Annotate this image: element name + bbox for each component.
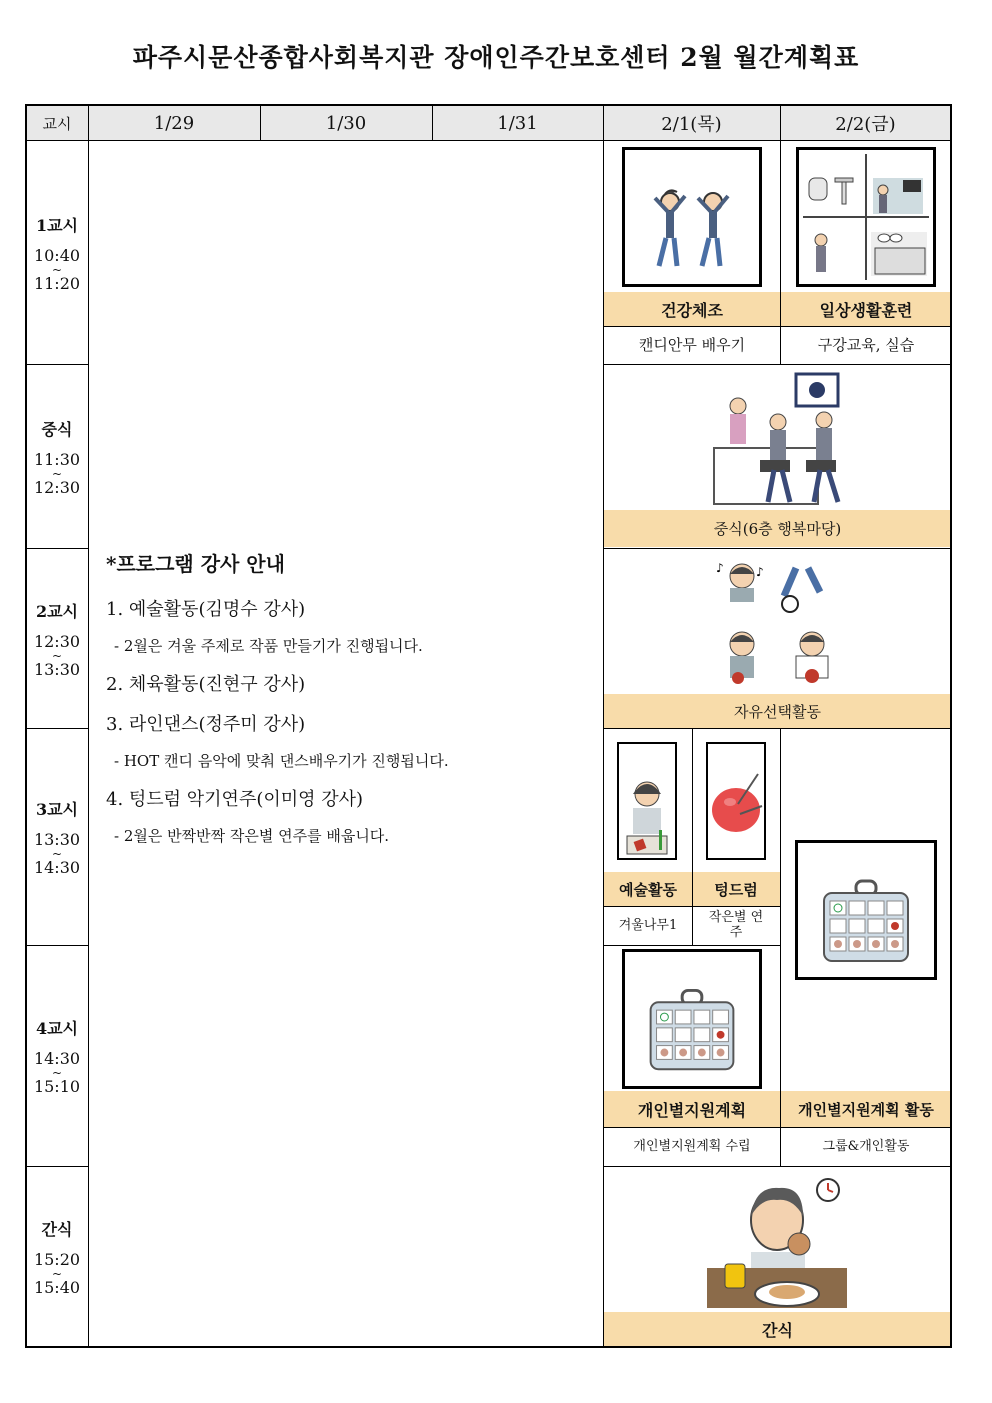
period-snack: 간식 15:20 ~ 15:40 (33, 1219, 81, 1297)
p1-band-line (603, 326, 951, 327)
lunch-title: 중식(6층 행복마당) (604, 510, 951, 547)
header-sep-4 (780, 104, 781, 141)
header-day-3: 1/31 (497, 112, 538, 134)
snack-title: 간식 (604, 1312, 951, 1346)
plan-title-fri: 개인별지원계획 활동 (781, 1091, 951, 1127)
row-line-2-left (26, 548, 88, 549)
activity-detail-p1-fri: 구강교육, 실습 (817, 335, 915, 354)
exercise-icon (622, 147, 762, 287)
free-choice-title: 자유선택활동 (604, 694, 951, 728)
row-line-3-right (603, 728, 951, 729)
header-day-2: 1/30 (325, 112, 367, 134)
snack-icon (705, 1172, 853, 1310)
art-icon (617, 742, 677, 860)
row-line-1-left (26, 364, 88, 365)
activity-detail-p1-thu: 캔디안무 배우기 (638, 335, 746, 354)
daily-living-icon (796, 147, 936, 287)
cafeteria-icon (710, 370, 860, 508)
header-day-4: 2/1(목) (661, 114, 722, 135)
row-line-5-right (603, 1166, 951, 1167)
art-title: 예술활동 (604, 872, 692, 906)
page-title: 파주시문산종합사회복지관 장애인주간보호센터 2월 월간계획표 (132, 43, 860, 72)
header-sep-2 (432, 104, 433, 141)
p3-inner-sep (692, 728, 693, 945)
plan-detail-thu: 개인별지원계획 수립 (633, 1138, 751, 1154)
row-line-1-right (603, 364, 951, 365)
header-day-1: 1/29 (153, 112, 195, 134)
plan-title-thu: 개인별지원계획 (604, 1091, 780, 1127)
period-column-line (88, 104, 89, 1347)
note-desc-4: - 2월은 반짝반짝 작은별 연주를 배웁니다. (114, 827, 390, 845)
drum-title: 텅드럼 (692, 872, 780, 906)
p1-col-sep (780, 141, 781, 364)
period-2: 2교시 12:30 ~ 13:30 (33, 601, 81, 679)
communication-board-icon-thu (622, 949, 762, 1089)
plan-detail-fri: 그룹&개인활동 (822, 1138, 910, 1154)
period-1: 1교시 10:40 ~ 11:20 (33, 216, 81, 293)
note-item-3: 3. 라인댄스(정주미 강사) (106, 714, 306, 735)
header-bottom-line (26, 140, 951, 141)
communication-board-icon (795, 840, 937, 980)
p3-band-line (603, 906, 780, 907)
tongue-drum-icon (706, 742, 766, 860)
note-desc-1: - 2월은 겨울 주제로 작품 만들기가 진행됩니다. (114, 637, 423, 655)
header-period: 교시 (42, 114, 72, 133)
border-left (25, 104, 27, 1348)
activity-title-p1-fri: 일상생활훈련 (781, 292, 951, 326)
row-line-4-left (26, 945, 88, 946)
row-line-2-right (603, 548, 951, 549)
header-day-5: 2/2(금) (835, 114, 896, 135)
border-right (950, 104, 952, 1348)
p4-band-line (603, 1127, 951, 1128)
note-item-1: 1. 예술활동(김명수 강사) (106, 599, 306, 620)
note-item-2: 2. 체육활동(진현구 강사) (106, 674, 306, 695)
svg-text:♪: ♪ (716, 561, 724, 575)
p34-col-sep (780, 728, 781, 1166)
note-desc-3: - HOT 캔디 음악에 맞춰 댄스배우기가 진행됩니다. (114, 752, 449, 770)
period-4: 4교시 14:30 ~ 15:10 (33, 1019, 81, 1096)
period-lunch: 중식 11:30 ~ 12:30 (33, 419, 81, 497)
note-item-4: 4. 텅드럼 악기연주(이미영 강사) (106, 789, 364, 810)
drum-detail: 작은별 연주 (708, 910, 764, 940)
svg-text:♪: ♪ (756, 565, 764, 579)
art-detail: 겨울나무1 (618, 917, 678, 933)
notes-right-line (603, 104, 604, 1347)
border-top (26, 104, 952, 106)
instructor-notes (106, 548, 596, 860)
row-line-4-right-thu (603, 945, 780, 946)
activity-title-p1-thu: 건강체조 (604, 292, 780, 326)
border-bottom (26, 1346, 952, 1348)
row-line-5-left (26, 1166, 88, 1167)
free-choice-icon (712, 560, 842, 690)
header-sep-1 (260, 104, 261, 141)
row-line-3-left (26, 728, 88, 729)
notes-title: *프로그램 강사 안내 (106, 552, 285, 576)
period-3: 3교시 13:30 ~ 14:30 (33, 800, 81, 877)
